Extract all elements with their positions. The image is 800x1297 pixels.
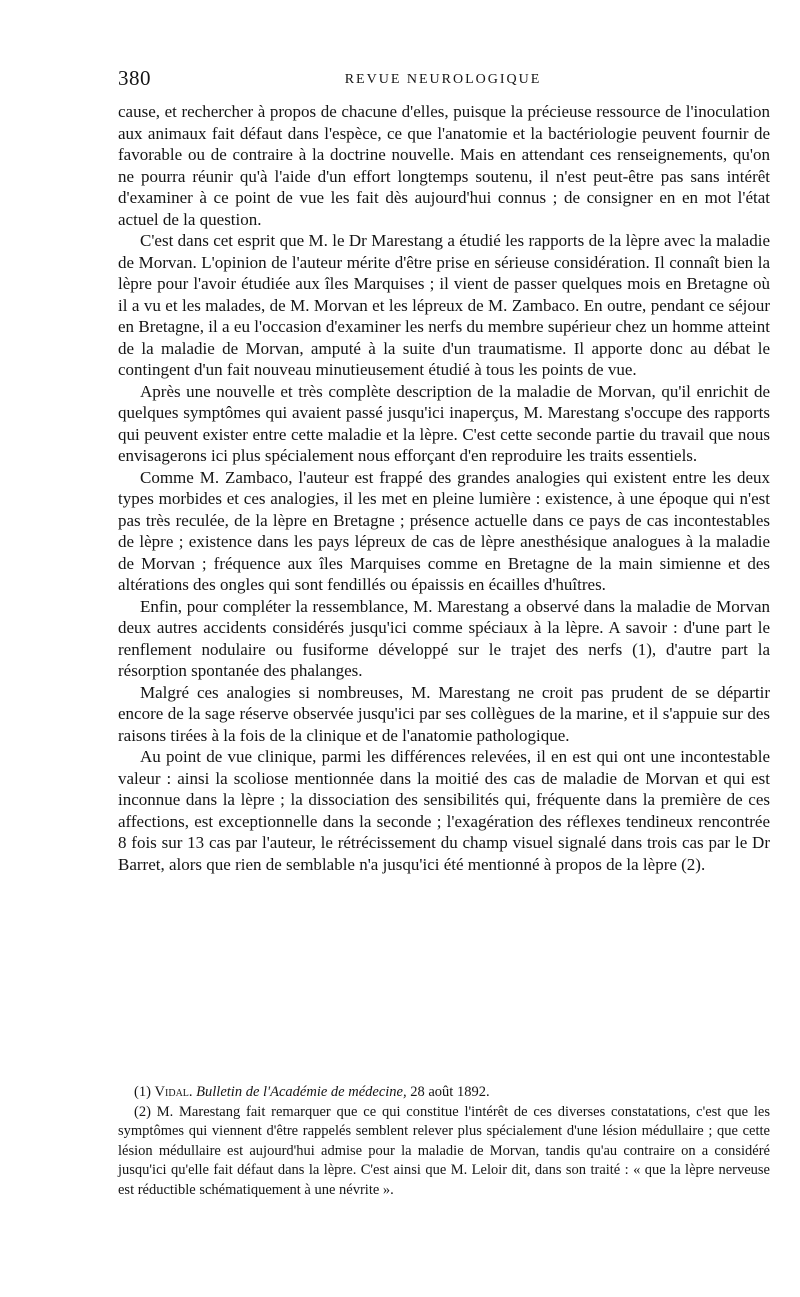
footnote-author: Vidal.: [154, 1084, 193, 1100]
footnote-2: (2) M. Marestang fait remarquer que ce qui constitue l'intérêt de ces diverses constatations, c'est que les symptômes qui viennent d'être rappelés semblent relever plus spécialement d'une lésion médullaire ; que cette lésion médullaire est aujourd'hui admise pour la maladie de Morvan, tandis qu'au contraire on a considéré jusqu'ici qu'elle fait défaut dans la lèpre. C'est ainsi que M. Leloir dit, dans son traité : « que la lèpre nerveuse est réductible schématiquement à une névrite ».: [118, 1103, 770, 1198]
footnotes: [118, 1083, 770, 1201]
footnote-1: [118, 1083, 770, 1103]
footnote-marker: (1): [134, 1084, 151, 1100]
footnote-title: Bulletin de l'Académie de médecine,: [196, 1084, 407, 1100]
paragraph: cause, et rechercher à propos de chacune d'elles, puisque la précieuse ressource de l'inoculation aux animaux fait défaut dans l'espèce, ce que l'anatomie et la bactériologie peuvent fournir de favorable ou de contraire à la doctrine nouvelle. Mais en attendant ces renseignements, qu'on ne pourra réunir qu'à l'aide d'un effort longtemps soutenu, il n'est peut-être pas sans intérêt d'examiner à ce point de vue les fait dès aujourd'hui connus ; de consigner en en mot l'état actuel de la question.: [118, 102, 770, 229]
body-text: [118, 101, 770, 875]
footnote-date: 28 août 1892.: [410, 1084, 490, 1100]
paragraph: Au point de vue clinique, parmi les différences relevées, il en est qui ont une incontestable valeur : ainsi la scoliose mentionnée dans la moitié des cas de maladie de Morvan et qui est inconnue dans la lèpre ; la dissociation des sensibilités qui, fréquente dans la première de ces affections, est exceptionnelle dans la seconde ; l'exagération des réflexes tendineux rencontrée 8 fois sur 13 cas par l'auteur, le rétrécissement du champ visuel signalé dans trois cas par le Dr Barret, alors que rien de semblable n'a jusqu'ici été mentionné à propos de la lèpre (2).: [118, 747, 770, 874]
paragraph: Enfin, pour compléter la ressemblance, M. Marestang a observé dans la maladie de Morvan deux autres accidents considérés jusqu'ici comme spéciaux à la lèpre. A savoir : d'une part le renflement nodulaire ou fusiforme développé sur le trajet des nerfs (1), d'autre part la résorption spontanée des phalanges.: [118, 596, 770, 680]
paragraph: Après une nouvelle et très complète description de la maladie de Morvan, qu'il enrichit de quelques symptômes qui avaient passé jusqu'ici inaperçus, M. Marestang s'occupe des rapports qui peuvent exister entre cette maladie et la lèpre. C'est cette seconde partie du travail que nous envisagerons ici plus spécialement nous efforçant d'en reproduire les traits essentiels.: [118, 381, 770, 465]
paragraph: Comme M. Zambaco, l'auteur est frappé des grandes analogies qui existent entre les deux types morbides et ces analogies, il les met en pleine lumière : existence, à une époque qui n'est pas très reculée, de la lèpre en Bretagne ; présence actuelle dans ce pays de cas incontestables de lèpre ; existence dans les pays lépreux de cas de lèpre anesthésique analogues à la maladie de Morvan ; fréquence aux îles Marquises comme en Bretagne de la main simienne et des altérations des ongles qui sont fendillés ou épaissis en écailles d'huîtres.: [118, 467, 770, 594]
paragraph: Malgré ces analogies si nombreuses, M. Marestang ne croit pas prudent de se départir encore de la sage réserve observée jusqu'ici par ses collègues de la marine, et il s'appuie sur des raisons tirées à la fois de la clinique et de l'anatomie pathologique.: [118, 682, 770, 745]
paragraph: C'est dans cet esprit que M. le Dr Marestang a étudié les rapports de la lèpre avec la maladie de Morvan. L'opinion de l'auteur mérite d'être prise en sérieuse considération. Il connaît bien la lèpre pour l'avoir étudiée aux îles Marquises ; il vient de passer quelques mois en Bretagne où il a vu et les malades, de M. Morvan et les lépreux de M. Zambaco. En outre, pendant ce séjour en Bretagne, il a eu l'occasion d'examiner les nerfs du membre supérieur chez un homme atteint de la maladie de Morvan, amputé à la suite d'un traumatisme. Il apporte donc au débat le contingent d'un fait nouveau minutieusement étudié à tous les points de vue.: [118, 231, 770, 379]
page-number: 380: [118, 66, 151, 90]
running-title: REVUE NEUROLOGIQUE: [344, 72, 542, 87]
page-header: [118, 66, 768, 92]
